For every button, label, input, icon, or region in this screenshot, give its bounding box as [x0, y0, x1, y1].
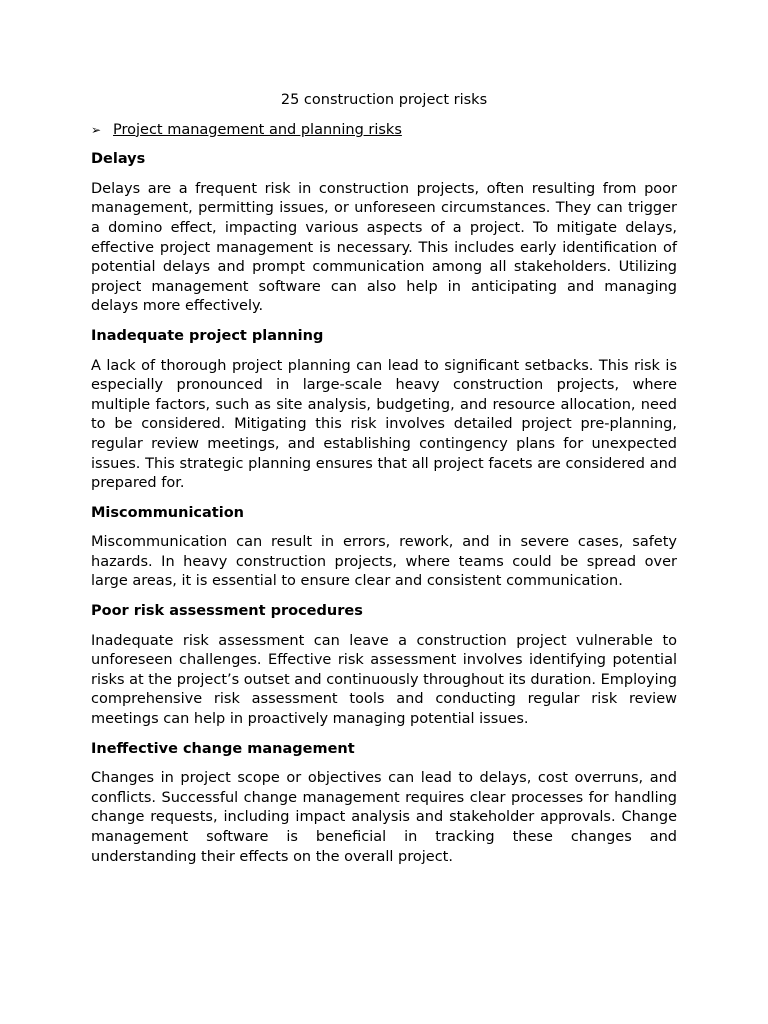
section-label: Project management and planning risks: [113, 121, 402, 138]
paragraph-ineffective-change-management: Changes in project scope or objectives can lead to delays, cost overruns, and conflicts. Successful change management requires clear processes for handling change requests, including impact analysis and stakeholder approvals. Change management software is beneficial in tracking these changes and understanding their effects on the overall project.: [91, 770, 677, 865]
heading-inadequate-project-planning: Inadequate project planning: [91, 327, 324, 344]
heading-delays: Delays: [91, 151, 146, 168]
paragraph-delays: Delays are a frequent risk in construction projects, often resulting from poor management, permitting issues, or unforeseen circumstances. They can trigger a domino effect, impacting various aspects of a project. To mitigate delays, effective project management is necessary. This includes early identification of potential delays and prompt communication among all stakeholders. Utilizing project management software can also help in anticipating and managing delays more effectively.: [91, 180, 677, 315]
paragraph-inadequate-project-planning: A lack of thorough project planning can lead to significant setbacks. This risk is especially pronounced in large-scale heavy construction projects, where multiple factors, such as site analysis, budgeting, and resource allocation, need to be considered. Mitigating this risk involves detailed project pre-planning, regular review meetings, and establishing contingency plans for unexpected issues. This strategic planning ensures that all project facets are considered and prepared for.: [91, 357, 677, 492]
document-content: [91, 91, 677, 877]
arrow-bullet-icon: ➢: [91, 122, 102, 137]
heading-miscommunication: Miscommunication: [91, 504, 244, 521]
heading-ineffective-change-management: Ineffective change management: [91, 740, 355, 757]
paragraph-miscommunication: Miscommunication can result in errors, rework, and in severe cases, safety hazards. In heavy construction projects, where teams could be spread over large areas, it is essential to ensure clear and consistent communication.: [91, 534, 677, 590]
document-title: 25 construction project risks: [280, 92, 488, 108]
section-bullet-item: [91, 121, 677, 141]
heading-poor-risk-assessment: Poor risk assessment procedures: [91, 603, 363, 620]
paragraph-poor-risk-assessment: Inadequate risk assessment can leave a construction project vulnerable to unforeseen challenges. Effective risk assessment involves identifying potential risks at the project’s outset and continuously throughout its duration. Employing comprehensive risk assessment tools and conducting regular risk review meetings can help in proactively managing potential issues.: [91, 632, 677, 728]
